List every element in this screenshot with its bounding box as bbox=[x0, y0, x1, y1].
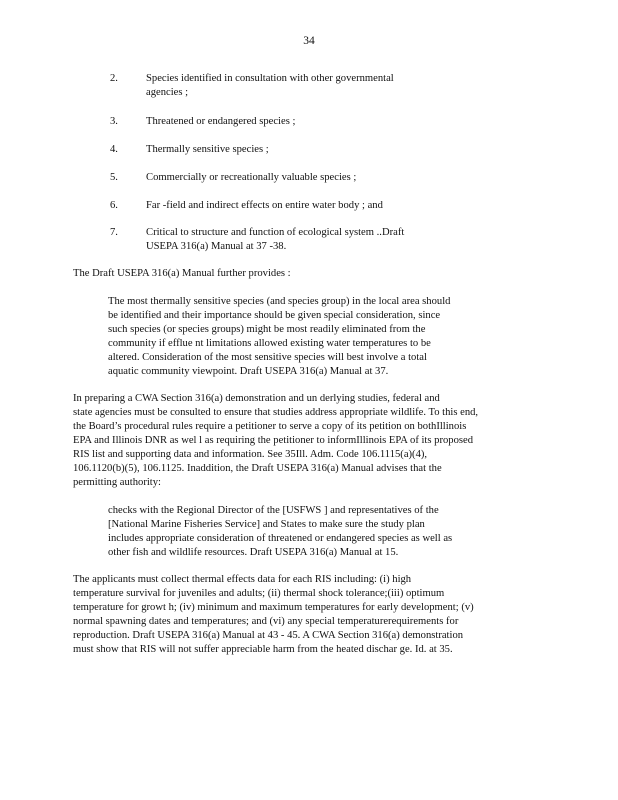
list-item-number: 3. bbox=[110, 116, 118, 127]
block-quote: The most thermally sensitive species (and species group) in the local area should be identified and their importance should be given special consideration, since such species (or species groups) might be most readily eliminated from the community if efflue nt limitations allowed existing water temperatures to be altered. Consideration of the most sensitive species will best involve a total aquatic community viewpoint. Draft USEPA 316(a) Manual at 37. bbox=[108, 296, 451, 377]
list-item-number: 2. bbox=[110, 73, 118, 84]
list-item-text: Commercially or recreationally valuable species ; bbox=[146, 172, 357, 183]
list-item-number: 7. bbox=[110, 227, 118, 238]
list-item-number: 6. bbox=[110, 200, 118, 211]
block-quote: checks with the Regional Director of the [USFWS ] and representatives of the [National Marine Fisheries Service] and States to make sure the study plan includes appropriate consideration of threatened or endangered species as well as other fish and wildlife resources. Draft USEPA 316(a) Manual at 15. bbox=[108, 505, 453, 558]
body-paragraph: The applicants must collect thermal effects data for each RIS including: (i) high temperature survival for juveniles and adults; (ii) thermal shock tolerance;(iii) optimum temperature for growt h; (iv) minimum and maximum temperatures for early development; (v) normal spawning dates and temperatures; and (vi) any special temperaturerequirements for reproduction. Draft USEPA 316(a) Manual at 43 - 45. A CWA Section 316(a) demonstration must show that RIS will not suffer appreciable harm from the heated dischar ge. Id. at 35. bbox=[73, 574, 474, 655]
page-number: 34 bbox=[303, 35, 315, 47]
list-item-text: Far -field and indirect effects on entire water body ; and bbox=[146, 200, 383, 211]
body-paragraph: In preparing a CWA Section 316(a) demonstration and un derlying studies, federal and state agencies must be consulted to ensure that studies address appropriate wildlife. To this end, the Board’s procedural rules require a petitioner to serve a copy of its petition on bothIllinois EPA and Illinois DNR as wel l as requiring the petitioner to informIllinois EPA of its proposed RIS list and supporting data and information. See 35Ill. Adm. Code 106.1115(a)(4), 106.1120(b)(5), 106.1125. Inaddition, the Draft USEPA 316(a) Manual advises that the permitting authority: bbox=[73, 393, 479, 488]
intro-line: The Draft USEPA 316(a) Manual further provides : bbox=[73, 268, 291, 279]
list-item-text: Critical to structure and function of ecological system ..Draft USEPA 316(a) Manual at 37 -38. bbox=[146, 227, 405, 252]
list-item-number: 5. bbox=[110, 172, 118, 183]
list-item-text: Species identified in consultation with other governmental agencies ; bbox=[146, 73, 394, 98]
list-item-number: 4. bbox=[110, 144, 118, 155]
list-item-text: Thermally sensitive species ; bbox=[146, 144, 269, 155]
list-item-text: Threatened or endangered species ; bbox=[146, 116, 296, 127]
